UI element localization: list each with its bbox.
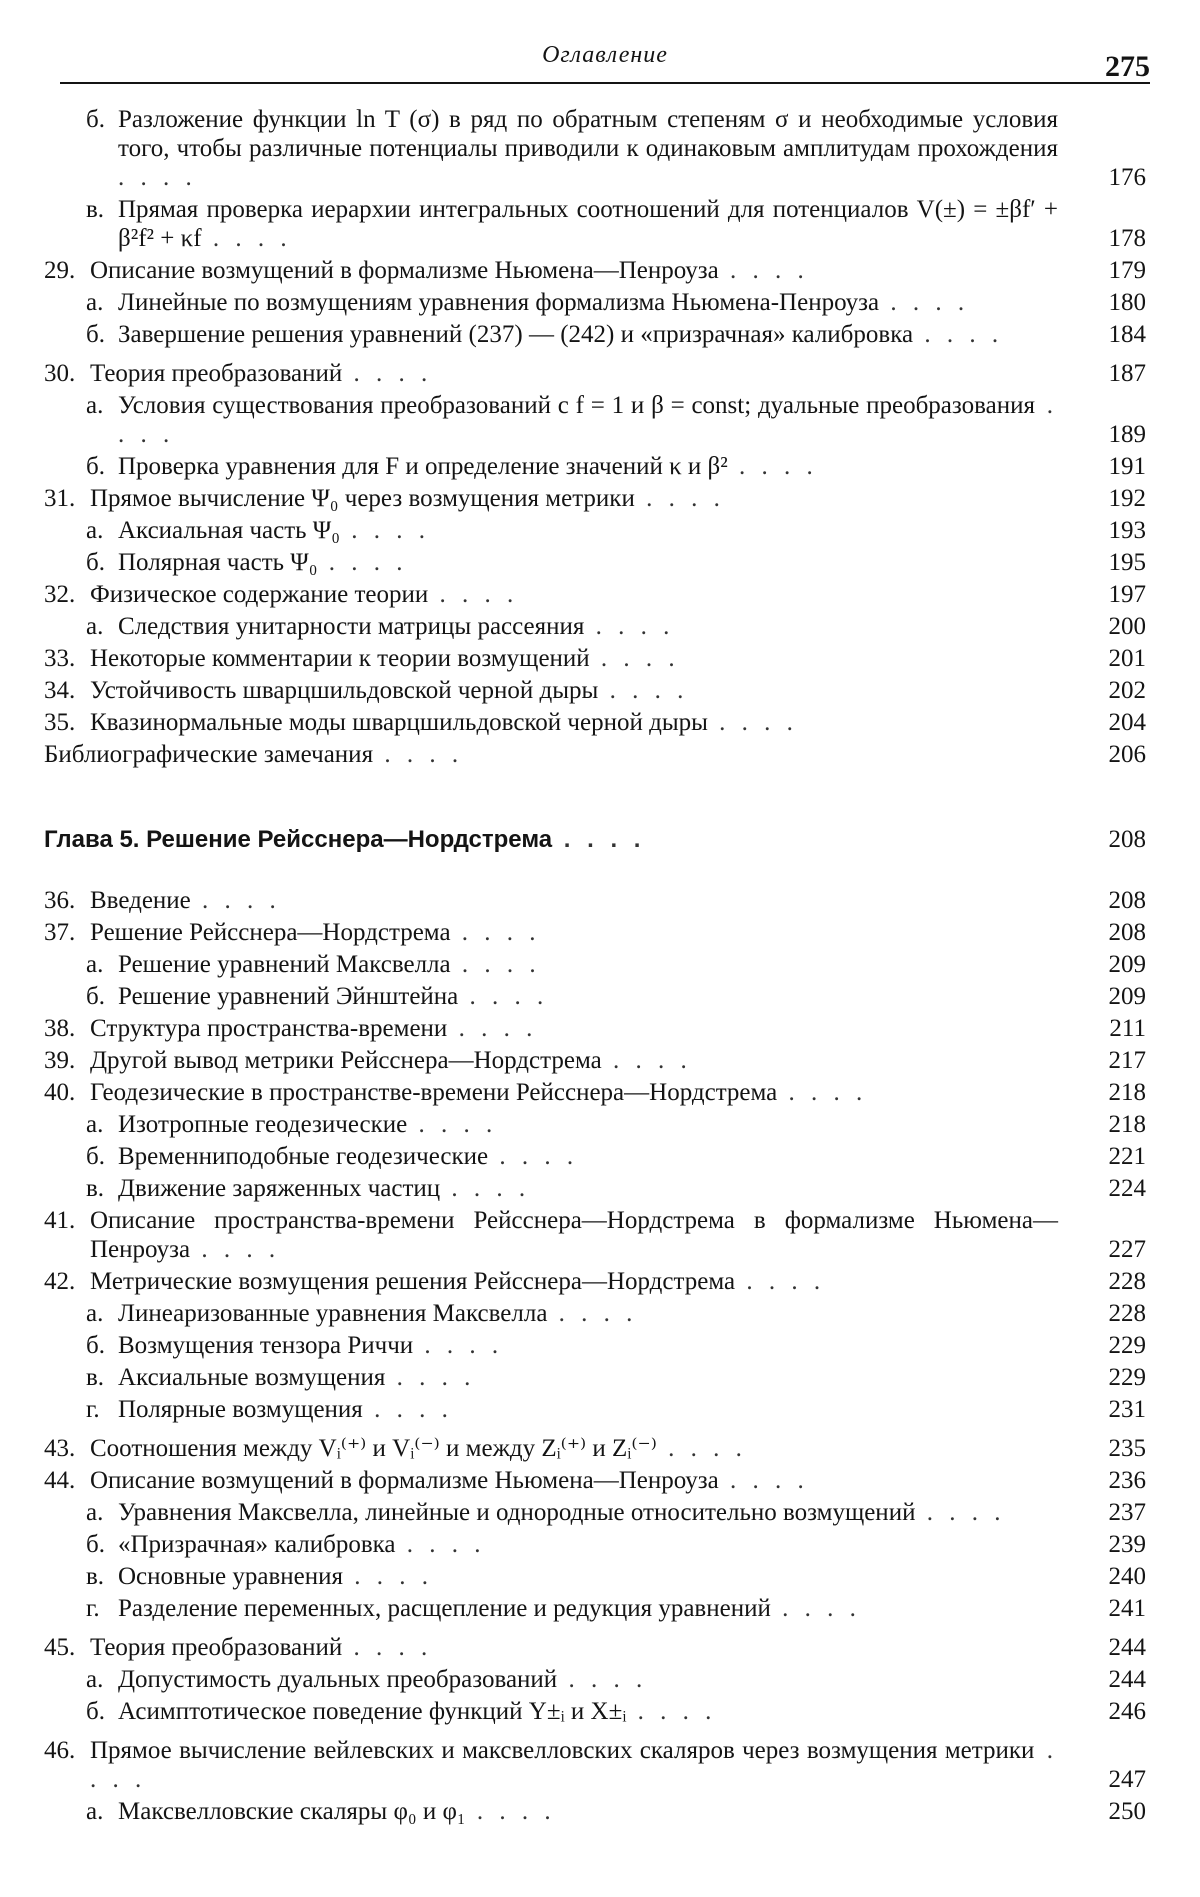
dot-leader: . . . . [770,1595,861,1622]
dot-leader: . . . . [458,983,549,1010]
toc-entry-title: Квазинормальные моды шварцшильдовской черной дыры [90,709,708,736]
running-head [60,38,1150,88]
toc-entry-page: 237 [1108,1499,1146,1526]
toc-entry-number: г. [86,1595,100,1622]
toc-entry-title: Описание пространства-времени Рейсснера—Нордстрема в формализме Ньюмена—Пенроуза [90,1207,1058,1263]
toc-entry-title: Линеаризованные уравнения Максвелла [118,1300,548,1327]
toc-entry-title: Полярная часть Ψ₀ [118,549,318,576]
toc-entry-page: 247 [1108,1766,1146,1793]
toc-entry-number: 38. [44,1015,76,1042]
dot-leader: . . . . [118,164,197,191]
dot-leader: . . . . [707,709,798,736]
toc-entry [44,1633,1150,1662]
toc-entry [44,1014,1150,1043]
toc-entry [44,1078,1150,1107]
toc-entry-page: 211 [1109,1015,1146,1042]
toc-entry-page: 224 [1108,1175,1146,1202]
toc-entry-title: Метрические возмущения решения Рейсснера—Нордстрема [90,1268,736,1295]
header-rule [60,82,1150,84]
toc-entry [44,1331,1150,1360]
dot-leader: . . . . [190,887,281,914]
toc-entry-page: 217 [1108,1047,1146,1074]
toc-entry-number: а. [86,1499,104,1526]
toc-entry-page: 239 [1108,1531,1146,1558]
dot-leader: . . . . [373,741,464,768]
toc-entry-page: 184 [1108,321,1146,348]
dot-leader: . . . . [428,581,519,608]
toc-entry-number: 44. [44,1467,76,1494]
toc-entry [44,918,1150,947]
toc-entry-title: Проверка уравнения для F и определение значений κ и β² [118,453,728,480]
dot-leader: . . . . [488,1143,579,1170]
toc-entry-title: Физическое содержание теории [90,581,429,608]
toc-entry-title: Решение Рейсснера—Нордстрема [90,919,451,946]
toc-entry-number: а. [86,1300,104,1327]
toc-entry [44,1046,1150,1075]
toc-entry-page: 178 [1108,225,1146,252]
toc-entry-number: 33. [44,645,76,672]
toc-entry-number: 31. [44,485,76,512]
dot-leader: . . . . [450,919,541,946]
toc-entry [44,1174,1150,1203]
dot-leader: . . . . [440,1175,531,1202]
dot-leader: . . . . [656,1435,747,1462]
dot-leader: . . . . [735,1268,826,1295]
toc-entry-number: 30. [44,360,76,387]
dot-leader: . . . . [915,1499,1006,1526]
toc-entry [44,452,1150,481]
toc-entry [44,886,1150,915]
toc-entry-title: Описание возмущений в формализме Ньюмена—Пенроуза [90,257,719,284]
toc-entry-page: 244 [1108,1666,1146,1693]
dot-leader: . . . . [450,951,541,978]
toc-entry [44,1562,1150,1591]
toc-entry-number: 42. [44,1268,76,1295]
toc-entry-number: а. [86,1666,104,1693]
toc-entry [44,740,1150,769]
toc-entry [44,1299,1150,1328]
toc-entry-title: Асимптотическое поведение функций Y±ᵢ и X±ᵢ [118,1698,627,1725]
toc-entry [44,1736,1150,1794]
toc-entry-title: Основные уравнения [118,1563,343,1590]
toc-entry-title: Решение уравнений Эйнштейна [118,983,459,1010]
toc-entry-title: Теория преобразований [90,1634,343,1661]
toc-entry [44,982,1150,1011]
dot-leader: . . . . [601,1047,692,1074]
toc-entry-number: а. [86,951,104,978]
toc-entry [44,1594,1150,1623]
toc-entry [44,105,1150,192]
toc-entry [44,708,1150,737]
running-title: Оглавление [542,42,668,68]
dot-leader: . . . . [413,1332,504,1359]
toc-entry-page: 193 [1108,517,1146,544]
toc-entry-number: 41. [44,1207,76,1234]
toc-entry-page: 227 [1108,1236,1146,1263]
toc-entry-page: 176 [1108,164,1146,191]
toc-entry-page: 208 [1108,887,1146,914]
dot-leader: . . . . [552,826,646,853]
toc-entry-number: 32. [44,581,76,608]
toc-entry [44,644,1150,673]
toc-entry [44,548,1150,577]
dot-leader: . . . . [447,1015,538,1042]
toc-entry [44,1363,1150,1392]
toc-entry-page: 209 [1108,983,1146,1010]
toc-entry-number: в. [86,196,105,223]
dot-leader: . . . . [547,1300,638,1327]
toc-entry-number: 35. [44,709,76,736]
dot-leader: . . . . [727,453,818,480]
toc-entry-page: 192 [1108,485,1146,512]
dot-leader: . . . . [385,1364,476,1391]
toc-entry [44,359,1150,388]
toc-entry-page: 208 [1108,826,1146,853]
toc-entry [44,195,1150,253]
toc-entry [44,1267,1150,1296]
toc-entry-page: 218 [1108,1111,1146,1138]
dot-leader: . . . . [395,1531,486,1558]
toc-entry-number: б. [86,549,105,576]
toc-entry-title: Изотропные геодезические [118,1111,408,1138]
toc-entry-number: в. [86,1563,105,1590]
toc-entry-page: 244 [1108,1634,1146,1661]
dot-leader: . . . . [465,1798,556,1825]
toc-entry-title: Описание возмущений в формализме Ньюмена—Пенроуза [90,1467,719,1494]
toc-entry-number: 46. [44,1737,76,1764]
dot-leader: . . . . [339,517,430,544]
toc-entry-page: 236 [1108,1467,1146,1494]
toc-entry-page: 250 [1108,1798,1146,1825]
toc-entry-number: г. [86,1396,100,1423]
dot-leader: . . . . [634,485,725,512]
toc-entry-title: Некоторые комментарии к теории возмущений [90,645,590,672]
toc-entry [44,1498,1150,1527]
toc-entry-title: Геодезические в пространстве-времени Рейсснера—Нордстрема [90,1079,778,1106]
toc-entry-page: 201 [1108,645,1146,672]
toc-entry-number: а. [86,392,104,419]
toc-entry [44,1665,1150,1694]
toc-entry-number: 36. [44,887,76,914]
toc-entry-page: 229 [1108,1364,1146,1391]
toc-entry-page: 209 [1108,951,1146,978]
toc-entry-title: Аксиальные возмущения [118,1364,386,1391]
toc-entry-page: 189 [1108,421,1146,448]
toc-entry-title: Разложение функции ln T (σ) в ряд по обратным степеням σ и необходимые условия того, чтобы различные потенциалы приводили к одинаковым амплитудам прохождения [118,106,1058,162]
toc-entry [44,516,1150,545]
dot-leader: . . . . [190,1236,281,1263]
toc-entry-title: Максвелловские скаляры φ₀ и φ₁ [118,1798,466,1825]
toc-entry-page: 218 [1108,1079,1146,1106]
toc-entry-number: 45. [44,1634,76,1661]
toc-entry-number: б. [86,321,105,348]
toc-entry-title: Другой вывод метрики Рейсснера—Нордстрема [90,1047,602,1074]
toc-entry-number: в. [86,1364,105,1391]
toc-entry-title: Глава 5. Решение Рейсснера—Нордстрема [44,826,553,853]
toc-entry [44,484,1150,513]
dot-leader: . . . . [777,1079,868,1106]
toc-entry [44,391,1150,449]
toc-entry [44,256,1150,285]
toc-entry-number: 40. [44,1079,76,1106]
toc-entry-title: Решение уравнений Максвелла [118,951,451,978]
dot-leader: . . . . [584,613,675,640]
toc-entry [44,1466,1150,1495]
toc-entry-page: 187 [1108,360,1146,387]
toc-entry-page: 229 [1108,1332,1146,1359]
toc-entry [44,320,1150,349]
toc-entry-title: Следствия унитарности матрицы рассеяния [118,613,585,640]
toc-entry-title: Библиографические замечания [44,741,374,768]
dot-leader: . . . . [90,1737,1058,1793]
toc-entry-page: 179 [1108,257,1146,284]
dot-leader: . . . . [343,1563,433,1590]
toc-entry [44,1395,1150,1424]
toc-entry-title: Временниподобные геодезические [118,1143,489,1170]
toc-entry-title: Прямая проверка иерархии интегральных соотношений для потенциалов V(±) = ±βf′ + β²f² + κf [118,196,1058,252]
toc-entry-page: 195 [1108,549,1146,576]
toc-entry-page: 228 [1108,1300,1146,1327]
toc-entry [44,580,1150,609]
toc-entry-title: Соотношения между Vᵢ⁽⁺⁾ и Vᵢ⁽⁻⁾ и между Zᵢ⁽⁺⁾ и Zᵢ⁽⁻⁾ [90,1435,657,1462]
toc-entry-title: Устойчивость шварцшильдовской черной дыры [90,677,599,704]
toc-entry-number: 39. [44,1047,76,1074]
toc-entry-number: б. [86,1143,105,1170]
toc-entry-title: Введение [90,887,191,914]
toc-entry-number: а. [86,517,104,544]
toc-entry-title: «Призрачная» калибровка [118,1531,396,1558]
toc-entry-title: Аксиальная часть Ψ₀ [118,517,340,544]
toc-entry-number: б. [86,453,105,480]
toc-entry-number: 34. [44,677,76,704]
dot-leader: . . . . [598,677,689,704]
toc-entry-number: б. [86,1531,105,1558]
dot-leader: . . . . [718,1467,809,1494]
toc-entry-page: 191 [1108,453,1146,480]
toc-entry-number: а. [86,1111,104,1138]
table-of-contents [44,102,1150,1826]
toc-entry-title: Допустимость дуальных преобразований [118,1666,558,1693]
toc-entry-page: 202 [1108,677,1146,704]
toc-entry-title: Разделение переменных, расщепление и редукция уравнений [118,1595,771,1622]
toc-entry-title: Завершение решения уравнений (237) — (242) и «призрачная» калибровка [118,321,914,348]
toc-entry [44,950,1150,979]
toc-entry-number: 37. [44,919,76,946]
toc-entry-page: 221 [1108,1143,1146,1170]
toc-entry-title: Прямое вычисление Ψ₀ через возмущения метрики [90,485,635,512]
toc-entry-page: 246 [1108,1698,1146,1725]
toc-entry-number: б. [86,1698,105,1725]
toc-entry-page: 200 [1108,613,1146,640]
toc-entry-title: Полярные возмущения [118,1396,363,1423]
toc-entry-title: Уравнения Максвелла, линейные и однородные относительно возмущений [118,1499,916,1526]
dot-leader: . . . . [879,289,970,316]
toc-entry-number: б. [86,983,105,1010]
dot-leader: . . . . [118,392,1058,448]
toc-entry-page: 241 [1108,1595,1146,1622]
toc-entry [44,1142,1150,1171]
dot-leader: . . . . [913,321,1004,348]
toc-entry-page: 208 [1108,919,1146,946]
toc-chapter-heading [44,825,1150,854]
toc-entry-number: а. [86,1798,104,1825]
dot-leader: . . . . [626,1698,717,1725]
toc-entry [44,612,1150,641]
toc-entry-title: Движение заряженных частиц [118,1175,441,1202]
dot-leader: . . . . [407,1111,498,1138]
toc-entry-number: 29. [44,257,76,284]
toc-entry-page: 197 [1108,581,1146,608]
toc-entry [44,1697,1150,1726]
dot-leader: . . . . [342,360,433,387]
toc-entry-title: Структура пространства-времени [90,1015,448,1042]
toc-entry [44,676,1150,705]
dot-leader: . . . . [201,225,292,252]
dot-leader: . . . . [718,257,809,284]
toc-entry-number: 43. [44,1435,76,1462]
toc-entry-page: 231 [1108,1396,1146,1423]
dot-leader: . . . . [589,645,680,672]
toc-entry-title: Прямое вычисление вейлевских и максвелловских скаляров через возмущения метрики [90,1737,1035,1764]
toc-entry-title: Условия существования преобразований с f = 1 и β = const; дуальные преобразования [118,392,1035,419]
toc-entry-number: в. [86,1175,105,1202]
page-number: 275 [1105,50,1150,83]
toc-entry [44,1530,1150,1559]
toc-entry-page: 206 [1108,741,1146,768]
dot-leader: . . . . [362,1396,453,1423]
dot-leader: . . . . [317,549,408,576]
dot-leader: . . . . [557,1666,648,1693]
toc-entry-page: 240 [1108,1563,1146,1590]
toc-entry-title: Возмущения тензора Риччи [118,1332,414,1359]
toc-entry-title: Теория преобразований [90,360,343,387]
toc-entry-page: 228 [1108,1268,1146,1295]
toc-entry-page: 204 [1108,709,1146,736]
toc-entry-number: а. [86,289,104,316]
toc-entry-number: а. [86,613,104,640]
toc-entry-page: 235 [1108,1435,1146,1462]
toc-entry-number: б. [86,1332,105,1359]
toc-entry [44,1110,1150,1139]
toc-entry-page: 180 [1108,289,1146,316]
toc-entry [44,288,1150,317]
toc-entry-number: б. [86,106,105,133]
toc-entry [44,1434,1150,1463]
toc-entry-title: Линейные по возмущениям уравнения формализма Ньюмена-Пенроуза [118,289,880,316]
toc-entry [44,1206,1150,1264]
toc-entry [44,1797,1150,1826]
dot-leader: . . . . [342,1634,433,1661]
